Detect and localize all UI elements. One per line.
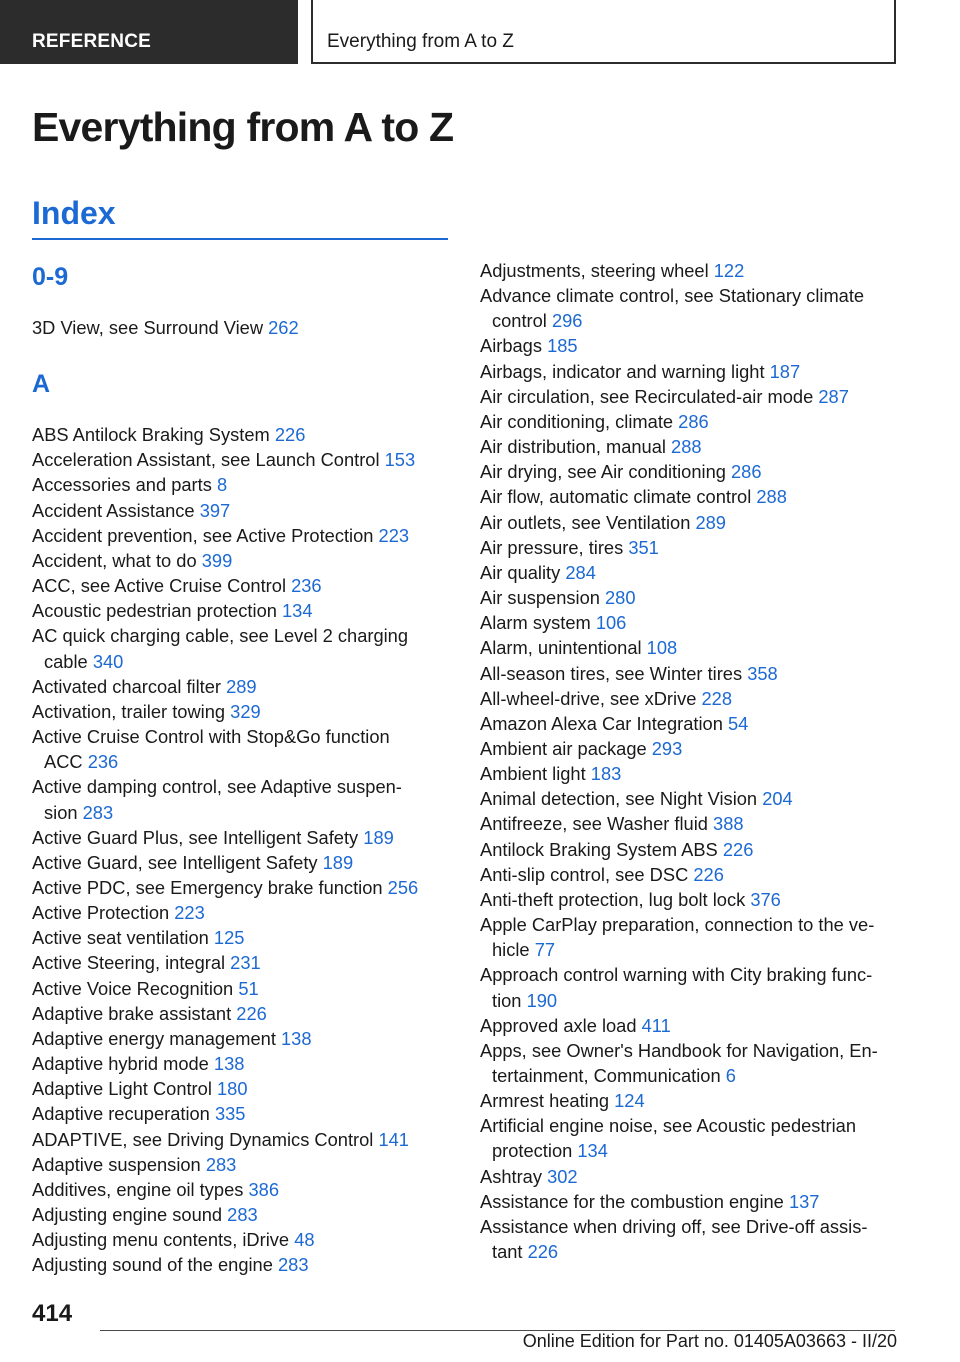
page-reference-link[interactable]: 388 <box>713 813 744 835</box>
index-entry <box>32 825 452 850</box>
entry-term: Adjustments, steering wheel <box>480 260 709 281</box>
entry-term: Adaptive energy management <box>32 1027 276 1049</box>
entry-term: All-season tires, see Winter tires <box>480 662 743 684</box>
entry-term: Artificial engine noise, see Acoustic pedestrian <box>480 1115 856 1137</box>
entry-term: Antifreeze, see Washer fluid <box>480 813 708 835</box>
index-entry <box>32 1227 452 1252</box>
page-reference-link[interactable]: 288 <box>756 486 787 508</box>
page-reference-link[interactable]: 134 <box>282 600 313 622</box>
page-reference-link[interactable]: 180 <box>216 1078 248 1100</box>
entry-term: Active Cruise Control with Stop&Go function <box>32 726 390 748</box>
index-entry <box>32 1001 452 1026</box>
index-entry <box>480 434 900 459</box>
page-reference-link[interactable]: 283 <box>227 1204 258 1225</box>
page-reference-link[interactable]: 124 <box>614 1090 645 1112</box>
page-reference-link[interactable]: 223 <box>378 524 410 546</box>
index-entry <box>32 699 452 724</box>
entry-term: Adaptive suspension <box>32 1153 201 1175</box>
entry-term: Active seat ventilation <box>32 927 209 949</box>
entry-term: Approach control warning with City braking func- <box>480 964 873 986</box>
entry-term: ACC <box>44 751 83 773</box>
index-entry <box>32 1152 452 1177</box>
entry-term: Accident prevention, see Active Protection <box>32 524 374 546</box>
entry-term: Air suspension <box>480 587 600 609</box>
index-entry <box>480 811 900 836</box>
page-reference-link[interactable]: 288 <box>671 436 702 458</box>
entry-term: Air conditioning, climate <box>480 410 674 432</box>
index-entry <box>480 1013 900 1038</box>
index-entry <box>32 774 452 824</box>
entry-term: tion <box>492 989 522 1011</box>
page-reference-link[interactable]: 153 <box>384 449 416 471</box>
page-reference-link[interactable]: 283 <box>82 801 114 823</box>
page-reference-link[interactable]: 293 <box>651 737 683 759</box>
page-reference-link[interactable]: 134 <box>577 1140 608 1162</box>
page-reference-link[interactable]: 228 <box>701 687 733 709</box>
page-reference-link[interactable]: 376 <box>750 888 781 910</box>
index-entry <box>480 1113 900 1163</box>
index-entry <box>480 1189 900 1214</box>
index-entry <box>32 1026 452 1051</box>
page-reference-link[interactable]: 284 <box>565 561 596 583</box>
header-chapter-title: Everything from A to Z <box>311 0 896 64</box>
entry-term: Additives, engine oil types <box>32 1178 244 1200</box>
entry-term: Accident, what to do <box>32 549 197 571</box>
entry-term: protection <box>492 1140 573 1162</box>
page-reference-link[interactable]: 189 <box>322 851 354 873</box>
page-number: 414 <box>32 1300 73 1327</box>
index-entry <box>480 359 900 384</box>
header-section-tab: REFERENCE <box>0 0 298 64</box>
page-reference-link[interactable]: 262 <box>268 317 299 338</box>
index-entry <box>32 1202 452 1227</box>
entry-term: Ashtray <box>480 1165 542 1187</box>
entry-term: Acceleration Assistant, see Launch Control <box>32 449 380 471</box>
index-entry <box>32 875 452 900</box>
index-entry <box>32 1252 452 1277</box>
page-reference-link[interactable]: 283 <box>205 1153 237 1175</box>
entry-term: Assistance when driving off, see Drive-off assis- <box>480 1215 868 1237</box>
entry-term: Air distribution, manual <box>480 436 666 458</box>
page-reference-link[interactable]: 256 <box>387 876 419 898</box>
page-reference-link[interactable]: 77 <box>534 939 556 961</box>
page-reference-link[interactable]: 335 <box>214 1103 246 1125</box>
entry-term: sion <box>44 801 78 823</box>
page-reference-link[interactable]: 48 <box>294 1229 315 1251</box>
page-reference-link[interactable]: 340 <box>92 650 124 672</box>
index-entry <box>480 409 900 434</box>
entry-term: Ambient light <box>480 763 586 785</box>
index-entry <box>480 761 900 786</box>
footer-edition <box>523 1331 897 1352</box>
index-entry <box>32 1051 452 1076</box>
index-entry <box>480 635 900 660</box>
entry-term: ADAPTIVE, see Driving Dynamics Control <box>32 1128 374 1150</box>
page-reference-link[interactable]: 125 <box>213 927 245 949</box>
index-entry <box>32 724 452 774</box>
page-reference-link[interactable]: 226 <box>236 1002 267 1024</box>
page-reference-link[interactable]: 286 <box>731 461 762 483</box>
index-entry <box>480 535 900 560</box>
entry-term: ACC, see Active Cruise Control <box>32 575 286 597</box>
entry-term: ABS Antilock Braking System <box>32 424 270 446</box>
entry-term: hicle <box>492 939 530 961</box>
index-entry <box>32 1101 452 1126</box>
entry-term: Advance climate control, see Stationary climate <box>480 285 865 307</box>
index-entry <box>480 912 900 962</box>
index-entry <box>480 459 900 484</box>
entry-term: Adaptive Light Control <box>32 1078 212 1100</box>
index-entry <box>480 510 900 535</box>
group-heading-a: A <box>32 370 51 399</box>
entry-term: Adjusting engine sound <box>32 1204 223 1225</box>
section-divider <box>32 238 448 240</box>
entry-term: tant <box>492 1241 523 1263</box>
page-reference-link[interactable]: 351 <box>628 536 659 558</box>
entry-term: Acoustic pedestrian protection <box>32 600 277 622</box>
page-reference-link[interactable]: 226 <box>693 863 724 885</box>
entry-term: Air pressure, tires <box>480 536 624 558</box>
page-reference-link[interactable]: 226 <box>722 838 754 860</box>
index-entry <box>32 498 452 523</box>
entry-term: Armrest heating <box>480 1090 610 1112</box>
entry-term: Airbags <box>480 335 542 357</box>
page-reference-link[interactable]: 287 <box>818 385 849 407</box>
page-reference-link[interactable]: 6 <box>725 1065 736 1086</box>
index-entry <box>32 422 452 447</box>
page-reference-link[interactable]: 187 <box>769 360 801 382</box>
index-entry <box>32 1076 452 1101</box>
page-reference-link[interactable]: 411 <box>641 1014 671 1036</box>
index-entry <box>32 950 452 975</box>
index-entry <box>32 850 452 875</box>
entry-term: Active Voice Recognition <box>32 977 234 999</box>
entry-term: Air outlets, see Ventilation <box>480 511 691 533</box>
page-reference-link[interactable]: 8 <box>216 474 228 496</box>
page-reference-link[interactable]: 108 <box>646 637 678 659</box>
group-heading-0-9: 0-9 <box>32 263 69 291</box>
index-column-left <box>32 258 452 1277</box>
index-list-a <box>32 422 452 1277</box>
entry-term: tertainment, Communication <box>492 1065 721 1086</box>
index-entry <box>32 447 452 472</box>
page-reference-link[interactable]: 138 <box>213 1053 245 1075</box>
section-title-index: Index <box>32 195 116 231</box>
index-entry <box>480 887 900 912</box>
entry-term: Accessories and parts <box>32 474 212 496</box>
index-entry <box>480 484 900 509</box>
page-reference-link[interactable]: 122 <box>713 260 745 281</box>
page-reference-link[interactable]: 289 <box>226 675 257 697</box>
entry-term: Amazon Alexa Car Integration <box>480 712 723 734</box>
page-reference-link[interactable]: 137 <box>788 1190 820 1212</box>
page-reference-link[interactable]: 283 <box>277 1254 309 1276</box>
index-entry <box>480 283 900 333</box>
index-entry <box>480 1164 900 1189</box>
index-entry <box>480 333 900 358</box>
index-entry <box>480 837 900 862</box>
page-reference-link[interactable]: 302 <box>547 1165 578 1187</box>
entry-term: Adjusting menu contents, iDrive <box>32 1229 290 1251</box>
page-reference-link[interactable]: 190 <box>526 989 558 1011</box>
entry-term: Active damping control, see Adaptive suspen- <box>32 776 402 798</box>
entry-term: Alarm system <box>480 612 591 634</box>
entry-term: Apps, see Owner's Handbook for Navigation, En- <box>480 1039 878 1061</box>
page-reference-link[interactable]: 51 <box>238 977 259 999</box>
index-entry <box>32 925 452 950</box>
entry-term: Assistance for the combustion engine <box>480 1190 784 1212</box>
entry-term: Ambient air package <box>480 737 647 759</box>
entry-term: Active Protection <box>32 902 170 924</box>
page-reference-link[interactable]: 397 <box>199 499 231 521</box>
entry-term: Accident Assistance <box>32 499 195 521</box>
index-entry <box>480 384 900 409</box>
entry-term: Approved axle load <box>480 1014 637 1036</box>
entry-term: Activation, trailer towing <box>32 700 226 722</box>
index-entry <box>480 1214 900 1264</box>
index-column-right <box>480 258 900 1264</box>
index-entry <box>32 900 452 925</box>
index-entry <box>480 560 900 585</box>
index-entry <box>480 610 900 635</box>
entry-term: 3D View, see Surround View <box>32 317 264 338</box>
entry-term: Air circulation, see Recirculated-air mode <box>480 385 814 407</box>
entry-term: Adaptive recuperation <box>32 1103 210 1125</box>
entry-term: Active Guard, see Intelligent Safety <box>32 851 318 873</box>
entry-term: Air flow, automatic climate control <box>480 486 752 508</box>
index-entry <box>32 573 452 598</box>
index-entry <box>32 523 452 548</box>
index-entry <box>480 962 900 1012</box>
index-entry <box>480 1088 900 1113</box>
page-reference-link[interactable]: 386 <box>248 1178 279 1200</box>
page-reference-link[interactable]: 185 <box>547 335 578 357</box>
index-entry <box>32 1127 452 1152</box>
entry-term: Air drying, see Air conditioning <box>480 461 726 483</box>
page-reference-link[interactable]: 106 <box>595 612 627 634</box>
page-reference-link[interactable]: 204 <box>762 788 793 810</box>
page-reference-link[interactable]: 280 <box>605 587 636 609</box>
index-entry <box>480 736 900 761</box>
index-entry <box>480 786 900 811</box>
index-entry <box>32 472 452 497</box>
index-entry <box>480 686 900 711</box>
page-reference-link[interactable]: 223 <box>174 902 205 924</box>
index-entry <box>32 598 452 623</box>
entry-term: Animal detection, see Night Vision <box>480 788 758 810</box>
index-entry <box>480 661 900 686</box>
entry-term: Adaptive brake assistant <box>32 1002 232 1024</box>
entry-term: Adaptive hybrid mode <box>32 1053 209 1075</box>
page-reference-link[interactable]: 296 <box>551 310 583 332</box>
entry-term: control <box>492 310 547 332</box>
entry-term: Adjusting sound of the engine <box>32 1254 273 1276</box>
entry-term: Air quality <box>480 561 561 583</box>
entry-term: Airbags, indicator and warning light <box>480 360 765 382</box>
index-entry <box>32 548 452 573</box>
index-entry <box>480 258 900 283</box>
page-reference-link[interactable]: 236 <box>291 575 322 597</box>
entry-term: cable <box>44 650 88 672</box>
entry-term: Active PDC, see Emergency brake function <box>32 876 383 898</box>
page-reference-link[interactable]: 189 <box>363 826 394 848</box>
page-reference-link[interactable]: 54 <box>727 712 749 734</box>
entry-term: Alarm, unintentional <box>480 637 642 659</box>
page-reference-link[interactable]: 236 <box>87 751 119 773</box>
page-reference-link[interactable]: 289 <box>695 511 726 533</box>
index-list-a-continued <box>480 258 900 1264</box>
entry-term: All-wheel-drive, see xDrive <box>480 687 697 709</box>
page-reference-link[interactable]: 226 <box>527 1241 559 1263</box>
index-entry <box>480 711 900 736</box>
index-list-0-9 <box>32 315 452 340</box>
page-reference-link[interactable]: 138 <box>281 1027 312 1049</box>
index-entry <box>32 1177 452 1202</box>
index-entry <box>480 1038 900 1088</box>
index-entry <box>32 674 452 699</box>
entry-term: Anti-slip control, see DSC <box>480 863 689 885</box>
entry-term: Antilock Braking System ABS <box>480 838 718 860</box>
page-reference-link[interactable]: 329 <box>230 700 261 722</box>
entry-term: Activated charcoal filter <box>32 675 221 697</box>
page-reference-link[interactable]: 231 <box>230 952 261 974</box>
page-reference-link[interactable]: 358 <box>747 662 778 684</box>
entry-term: AC quick charging cable, see Level 2 charging <box>32 625 409 647</box>
page-reference-link[interactable]: 226 <box>274 424 306 446</box>
index-entry <box>32 315 452 340</box>
index-entry <box>480 585 900 610</box>
page-reference-link[interactable]: 141 <box>378 1128 409 1150</box>
index-entry <box>32 976 452 1001</box>
edition-text: Online Edition for Part no. 01405A03663 - II/20 <box>522 1331 897 1351</box>
entry-term: Active Guard Plus, see Intelligent Safety <box>32 826 359 848</box>
page-reference-link[interactable]: 286 <box>678 410 709 432</box>
page-reference-link[interactable]: 399 <box>201 549 233 571</box>
index-entry <box>480 862 900 887</box>
page-reference-link[interactable]: 183 <box>590 763 622 785</box>
page-title: Everything from A to Z <box>32 104 454 150</box>
entry-term: Anti-theft protection, lug bolt lock <box>480 888 746 910</box>
entry-term: Active Steering, integral <box>32 952 226 974</box>
entry-term: Apple CarPlay preparation, connection to the ve- <box>480 914 875 936</box>
index-entry <box>32 623 452 673</box>
